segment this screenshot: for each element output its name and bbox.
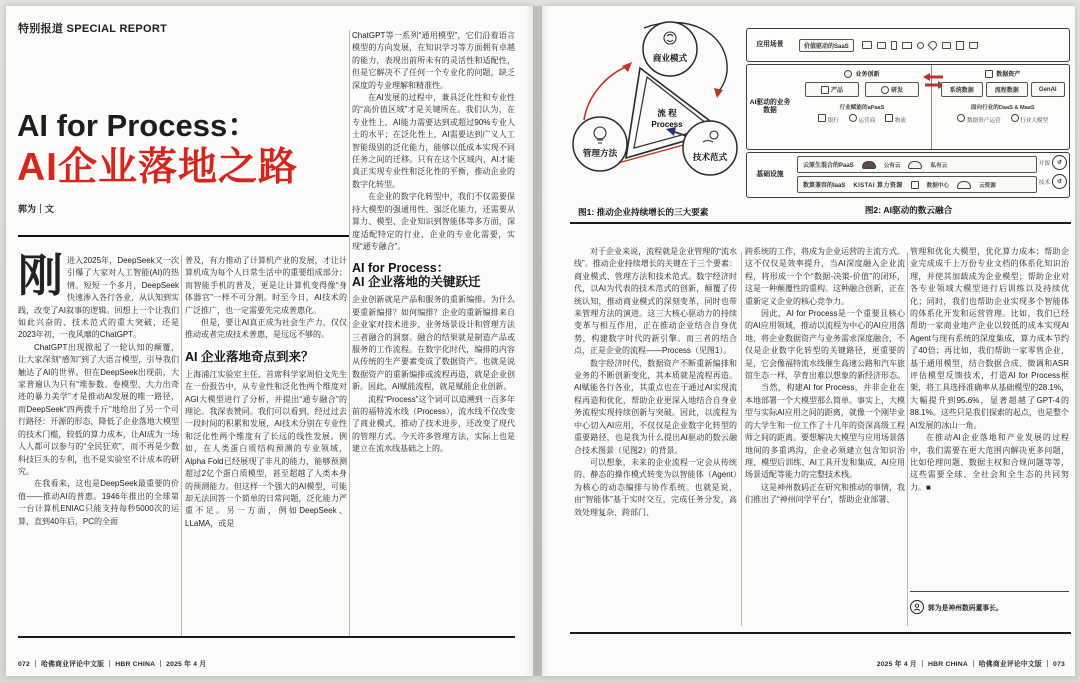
left-page-footer: 072 ｜ 哈佛商业评论中文版 ｜ HBR CHINA ｜ 2025 年 4 月 <box>18 661 207 668</box>
camera-icon <box>942 42 951 49</box>
tablet-icon <box>877 42 886 49</box>
genai-box: GenAI <box>1031 82 1065 97</box>
right-page <box>541 6 1075 676</box>
fig1-node-management: 管理方法 <box>582 148 618 158</box>
industry-model-icon <box>1011 114 1019 122</box>
paragraph: ChatGPT出现掀起了一轮认知的颠覆，让大家深刻“感知”到了大语言模型，引导我们触达了AI的世界。但在DeepSeek出现前，大家普遍认为只有“堆参数、卷模型、大力出奇迹的暴力美学”才是推动AI发展的唯一路径，而DeepSeek“四两拨千斤”地给出了另一个可行路径：开源的形态，降低了企业落地大模型的技术门槛，较低的算力成本，让AI成为一场人人都可以参与的“全民狂欢”，而不再是少数科技巨头的专利，也不是实验室不计成本的研究。 <box>18 342 179 476</box>
rd-box: 研发 <box>865 82 919 97</box>
value-saas-chip: 价值驱动的SaaS <box>799 39 854 52</box>
fig2-row-infrastructure <box>746 152 1070 198</box>
paragraph: 可以想象，未来的企业流程一定会从传统的、静态的操作模式转变为以智能体（Agent）为核心的动态编排与协作系统。也就是说，由“智能体”基于实时交互，完成任务分发，高效处理复杂、跨部门、 <box>574 457 737 517</box>
datacenter-icon <box>911 181 919 189</box>
paas-box: 云原生混合的PaaS 公有云 私有云 <box>797 156 1037 173</box>
open-source-icon: ↺ <box>1052 155 1067 170</box>
public-cloud-icon <box>862 161 876 169</box>
open-source-label: 开源 <box>1038 160 1050 167</box>
technology-icon: ↺ <box>1052 174 1067 189</box>
bio-rule <box>910 591 1069 592</box>
process-data-box: 流程数据 <box>986 82 1028 97</box>
system-data-box: 系统数据 <box>941 82 983 97</box>
article-title-line1: AI for Process： <box>17 108 259 143</box>
technology-label: 技术 <box>1038 179 1050 186</box>
paragraph: 流程“Process”这个词可以追溯到一百多年前的福特流水线（Process），流水线不仅改变了商业模式，推动了技术进步，还改变了现代的管理方式。今天许多管理方法，实际上也是建立在流水线基础之上的。 <box>352 394 515 454</box>
rd-icon <box>881 86 889 94</box>
figure-2 <box>746 28 1071 215</box>
paragraph: 对于企业来说，流程就是企业管理的“流水线”。推动企业持续增长的关键在于三个要素：商业模式、管理方法和技术范式。数字经济时代，以AI为代表的技术范式的创新，颠覆了传统认知，推动商业模式的深刻变革，同时也带来管理方法的演进。这三大核心驱动力的持续变革与相互作用，正在推动企业结合自身优势，构建数字时代的新引擎。而三者的结合点，正是企业的流程——Process（见图1）。 <box>574 247 737 356</box>
daas-item: 数据资产运营 <box>957 114 1000 124</box>
subheading: AI 企业落地奇点到来？ <box>185 349 314 364</box>
section-kicker: 特别报道 SPECIAL REPORT <box>18 23 168 35</box>
bank-icon <box>818 114 826 122</box>
paragraph: 当然，构建AI for Process，并非企业在本地部署一个大模型那么简单。事实上，大模型与实际AI应用之间的距离，就像一个刚毕业的大学生和一位工作了十几年的资深高级工程师之间的距离。要想解决大模型与应用场景落地间的多重鸿沟，企业必须建立包含知识治理、模型后训练、AI工具开发和集成、AI应用场景适配等能力的完整技术栈。 <box>745 383 905 480</box>
figure-1 <box>570 16 746 220</box>
briefcase-icon <box>862 41 872 49</box>
paragraph: 但是，要让AI真正成为社会生产力，仅仅推动或者完成技术普惠，是远远不够的。 <box>185 318 347 340</box>
right-column-3 <box>910 246 1069 494</box>
fig1-center-label-en: Process <box>651 120 683 129</box>
left-column-2 <box>185 255 347 637</box>
figure-1-diagram <box>570 16 746 202</box>
paragraph <box>18 250 180 342</box>
paragraph: 普及，有力推动了计算机产业的发展，才让计算机成为每个人日常生活中的重要组成部分；而智能手机的普及，更是让计算机变得像“身体器官”一样不可分割。时至今日，AI技术的广泛推广，也一定需要先完成普惠化。 <box>185 256 347 315</box>
operator-icon <box>849 114 857 122</box>
apaas-item: 银行 <box>818 114 839 124</box>
page-bottom-rule <box>570 632 1071 634</box>
cloud-resource-icon <box>957 181 971 189</box>
phone-icon <box>891 41 897 50</box>
private-cloud-icon <box>908 161 922 169</box>
fig2-row-business-data <box>746 64 1070 150</box>
author-bio-text: 郭为是神州数码董事长。 <box>928 605 1003 612</box>
title-rule <box>18 235 349 237</box>
paragraph: 在AI发展的过程中，兼具泛化性和专业性的“高价值区域”才是关键所在。我们认为，在专业性上，AI能力需要达到或超过90%专业人士的水平；在泛化性上，AI需要达到广义人工智能级别的泛化能力，能够以低成本实现不同任务之间的迁移。只有在这个区域内，AI才能真正实现专业性和泛化性的平衡，推动企业的数字化转型。 <box>352 93 515 189</box>
paragraph: 这是神州数码正在研究和推动的事情，我们推出了“神州问学平台”，帮助企业部署、 <box>745 482 905 505</box>
fig2-row2-label: AI驱动的业务数据 <box>749 99 791 114</box>
paragraph: 因此，AI for Process是一个重要且核心的AI应用领域，推动以流程为中心的AI应用落地，将企业数据资产与业务需求深度融合，不仅是企业数字化转型的关键路径，更重要的是，它会像福特流水线催生高速公路和汽车旅馆生态一样，孕育出难以想象的新经济形态。 <box>745 309 905 381</box>
database-icon <box>985 70 993 78</box>
monitor-icon <box>902 42 912 49</box>
paragraph: 在推动AI企业落地和产业发展的过程中，我们需要在更大范围内解决更多问题，比如伦理问题、数据主权和合规问题等等，这些需要全球、全社会和全生态的共同努力。■ <box>910 433 1069 492</box>
paragraph-text: 进入2025年，DeepSeek又一次引爆了大家对人工智能(AI)的热情。短短一个多月，DeepSeek快速渗入各行各业，从认知到实践，改变了AI叙事的逻辑。回想上一个让我们如此兴奋的、技术范式的重大突破，还是2023年初，一夜风靡的ChatGPT。 <box>18 256 180 340</box>
gear-icon <box>844 70 852 78</box>
left-column-1 <box>18 250 180 637</box>
fig2-row-app-scenarios <box>746 28 1070 62</box>
fig2-row3-label: 基础设施 <box>756 171 784 178</box>
paragraph: 跨系统的工作，将成为企业运营的主流方式。这不仅仅是效率提升，当AI深度融入企业流程，将形成一个个“数据-决策-价值”的闭环，这是一种颠覆性的重构。这种融合创新，正在重新定义企业的核心竞争力。 <box>745 247 905 306</box>
subheading: AI for Process： <box>352 261 450 276</box>
right-column-1 <box>574 246 737 519</box>
apaas-label: 行业赋能的aPaaS <box>839 105 885 111</box>
cart-icon <box>969 42 978 49</box>
author-icon <box>910 600 924 614</box>
left-page <box>6 6 534 676</box>
fig2-row1-label: 应用场景 <box>756 41 784 48</box>
fig1-node-business-model: 商业模式 <box>652 53 688 63</box>
business-innovation-label: 业务创新 <box>855 72 880 78</box>
column-divider <box>349 30 350 636</box>
apaas-item: 物流 <box>885 114 906 124</box>
daas-item: 行业大模型 <box>1011 114 1049 124</box>
product-icon <box>821 86 829 94</box>
heart-icon <box>927 39 938 50</box>
product-box: 产品 <box>805 82 859 97</box>
column-divider <box>181 255 182 636</box>
byline: 郭为｜文 <box>18 204 55 214</box>
data-ops-icon <box>957 114 965 122</box>
paragraph: 在我看来，这也是DeepSeek最重要的价值——推动AI的普惠。1946年推出的全球第一台计算机ENIAC只能支持每秒5000次的运算，直到40年后，PC的全面 <box>18 479 179 526</box>
paragraph: 上海浦江实验室主任、首席科学家周伯文先生在一份报告中，从专业性和泛化性两个维度对AGI大模型进行了分析，并提出“通专融合”的理论。我深表赞同。我们可以看到，经过过去一段时间的积累和发展，AI技术分别在专业性和泛化性两个维度有了长远的线性发展。例如，在人类蛋白质结构预测的专业领域，Alpha Fold已经展现了非凡的能力，能够预测超过2亿个蛋白质模型，甚至超越了人类本身的预测能力。但这样一个强大的AI模型，可能却无法回答一个简单的日常问题，泛化能力严重不足。另一方面，例如DeepSeek、LLaMA，或是 <box>185 369 347 528</box>
building-icon <box>956 41 964 50</box>
figure-divider-rule <box>570 222 1071 224</box>
fig1-center-label: 流 程 <box>657 108 677 118</box>
watch-icon <box>917 42 924 49</box>
figure-2-caption: 图2: AI驱动的数云融合 <box>864 205 953 215</box>
paragraph: ChatGPT等一系列“通用模型”，它们沿着语言模型的方向发展，在知识学习等方面拥有卓越的能力，表现出前所未有的灵活性和适配性，但是它解决不了任何一个专业化的问题，缺乏深度的专业理解和精准性。 <box>352 31 515 90</box>
paragraph: 管理和优化大模型，优化算力成本；帮助企业完成成千上万份专业文档的体系化知识治理，并使其加载成为企业模型；帮助企业对各专业领域大模型进行后训练以及持续优化；同时，我们也帮助企业实现多个智能体的体系化开发和运营管理。比如，我们已经帮助一家商业地产企业以较低的成本实现AI Agent与现有系统的深度集成，算力成本节约了40倍；再比如，我们帮助一家零售企业，基于通用模型，结合数据合成、微调和ASR评估模型反馈技术，打造AI for Process框架，将工具选择准确率从基础模型的28.1%，大幅提升到95.6%，显著超越了GPT-4的88.1%。这些只是我们探索的起点，也是整个AI发展的冰山一角。 <box>910 247 1069 430</box>
compute-brand-label: KISTAI 算力资源 <box>853 183 903 189</box>
article-title-line2: AI企业落地之路 <box>17 146 299 189</box>
fig1-node-technology: 技术范式 <box>692 152 728 162</box>
subheading: AI 企业落地的关键跃迁 <box>352 275 481 290</box>
logistics-icon <box>885 114 893 122</box>
column-divider <box>741 252 742 626</box>
daas-label: 面向行业的DaaS & MaaS <box>970 105 1035 111</box>
right-page-footer: 2025 年 4 月 ｜ HBR CHINA ｜ 哈佛商业评论中文版 ｜ 073 <box>876 661 1065 668</box>
dropcap: 刚 <box>18 250 64 301</box>
paragraph: 企业创新就是产品和服务的重新编排。为什么要重新编排？如何编排？企业的重新编排来自企业家对技术进步、业务场景设计和管理方法三者融合的洞察。融合的结果就是制造产品或服务的工作流程。在数字化时代，编排的内容从传统的生产要素变成了数据资产。也就是说数据资产的重新编排或流程再造，就是企业创新。因此，AI赋能流程，就是赋能企业创新。 <box>352 295 515 392</box>
column-divider <box>907 252 908 626</box>
data-asset-label: 数据资产 <box>996 72 1021 78</box>
right-column-2 <box>745 246 905 507</box>
apaas-item: 运营商 <box>849 114 875 124</box>
author-bio <box>910 600 1069 614</box>
left-column-3 <box>352 30 515 636</box>
paragraph: 数字经济时代，数据资产不断重新编排和业务的不断创新变化，其本质就是流程再造。AI赋能各行各业，其重点也在于通过AI实现流程再造和优化，帮助企业更深入地结合自身业务流程实现持续创新与突破。因此，以流程为中心切入AI应用，不仅仅是企业数字化转型的重要路径，也是我为什么提出AI驱动的数云融合技术图景（见图2）的背景。 <box>574 358 737 455</box>
page-bottom-rule <box>18 636 515 638</box>
paragraph: 在企业的数字化转型中，我们不仅需要保持大模型的强通用性、强泛化能力，还需要从算力、模型、企业知识到智能体等多方面，深度适配特定的行业、企业的专业化需要，实现“通专融合”。 <box>352 192 515 251</box>
figure-1-caption: 图1: 推动企业持续增长的三大要素 <box>578 207 709 217</box>
iaas-box: 数算兼容的IaaS KISTAI 算力资源 数据中心 云资源 <box>797 176 1037 193</box>
device-icons <box>862 41 978 50</box>
